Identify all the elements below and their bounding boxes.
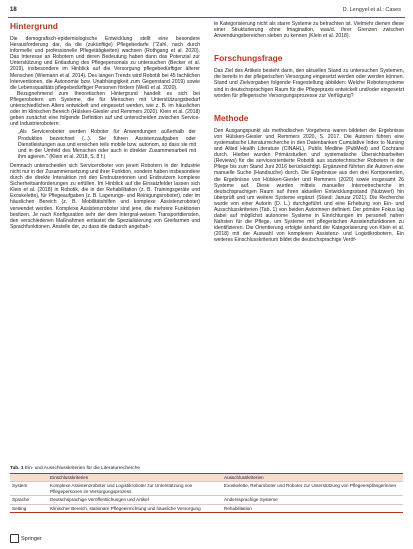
- table-caption: [10, 466, 403, 471]
- table-row: [10, 504, 403, 512]
- paragraph: Das Ziel des Artikels besteht darin, den aktuellen Stand zu untersuchen Systemen, die bereits in der pflegerischen Versorgung eingesetzt werden oder werden können. Stand und Zielvorgaben folgende Fragestellung abbilden: Welche Robotersysteme sind in deutschsprachigen Raum für die Pflegepraxis entwickelt und/oder eingesetzt worden für pflegerische Versorgungsprozesse zur Verfügung?: [214, 68, 404, 99]
- table-header-cell: Ausschlusskriterien: [224, 475, 264, 480]
- table-cell: Setting: [12, 505, 27, 511]
- paragraph: te Kategorisierung nicht als starre Systeme zu betrachten ist. Vielmehr dienen diese einer Strukturierung ohne Imagination, was/d. Ihrer Grenzen zwischen Anwendungsbereichen sieben zu kennen (Klein et al. 2018).: [214, 21, 404, 40]
- table-header-row: [10, 474, 403, 482]
- table-cell: Komplexe Assistenzroboter und Logistikroboter zur Unterstützung von Pflegepersonen im Versorgungsprozess: [50, 483, 193, 494]
- table-row: [10, 496, 403, 504]
- table-caption-label: Tab. 1: [10, 466, 24, 471]
- page-number: 18: [10, 7, 17, 13]
- section-heading-methode: Methode: [214, 112, 249, 123]
- running-head: D. Lengyel et al.: Cases: [342, 7, 401, 13]
- table-cell: Deutschsprachige Veröffentlichungen und Artikel: [50, 497, 149, 503]
- paragraph: Die demografisch-epidemiologische Entwicklung stellt eine besondere Herausforderung dar, da die (zukünftige) Pflegebedarfe ("Zahl, nach durch informelle und professionelle Pflegetätigkeiten) wachsen (Rothgang et al. 2020). Das Interesse an Robotern und deren Bedeutung haben dann das Potenzial zur Unterstützung und Entlastung des Pflegepersonals zu untersuchen (Becker et al. 2019), insbesondere im Hinblick auf die Versorgung pflegebedürftiger älterer Menschen (Wiemann et al. 2014). Des langen Trends wird Robotik bei 45 fachlichen Interventionen, die Autonomie bzw. Unabhängigkeit zum Gegenstand 2019) sowie die Lebensqualitäts pflegebedürftiger Personen fördern (Weiß et al. 2020).: [10, 36, 200, 91]
- paragraph: Demnach unterscheiden sich Serviceroboter von jenen Robotern in der Industrie nicht nur in der Zusammensetzung und ihrer Funktion, sondern haben insbesondere durch die direkte Interaktion mit den Endnutzerinnen und Endnutzern komplexe Sicherheitsanforderungen zu erfüllen. Im Hinblick auf die Einsatzfelder lassen sich Klein et al. (2018) in Robotik, die in der Rehabilitation (z. B. Trainingsgeräte und Exoskelette), für Pflegeaufgaben (z. B. Lagerungs- und Reinigungsroboter), oder im häuslichen Bereich (z. B. Mobilitätshilfen und komplexe Assistenzroboter) verwendet werden. Komplexe Assistenzroboter sind jene, die mehrere Funktionen besitzen. Je nach Konfiguration sehr der dem Intergral-weisen Transportdiensten, den verschiedenen Maßnahmen entlastet die Spezialisierung von Greifarmen und Sprachfunktionen. Anstelle der, zu dass die dadurch angebah-: [10, 162, 200, 230]
- table-cell: Exoskelette, Reharoboter und Roboter zur Unterstützung von Pflegeempfängerinnen: [224, 483, 397, 489]
- left-column: [10, 21, 200, 230]
- springer-horse-icon: [10, 534, 19, 543]
- table-cell: Sprache: [12, 497, 30, 503]
- table-cell: Rehabilitation: [224, 505, 252, 511]
- paragraph: Bezugnehmend zum theoretischen Hintergrund handelt es sich bei Pflegerobotern um Systeme, die für Menschen mit Unterstützungsbedarf unterschiedlichen Alters entwickelt und eingesetzt werden, wie z. B. im häuslichen oder im klinischen Bereich (Hülsken-Giesler und Remmers 2020). Klein et al. (2018) geben zunächst eine folgende Definition auf und unterscheiden zwischen Service- und Industrierobotern:: [10, 90, 200, 128]
- section-heading-forschungsfrage: Forschungsfrage: [214, 53, 283, 64]
- table-header-cell: Einschlusskriterien: [50, 475, 89, 480]
- top-rule: [8, 17, 405, 18]
- criteria-table-block: [10, 466, 403, 513]
- table-cell: System: [12, 483, 28, 489]
- block-quote: „Als Serviceroboter werden Roboter für Anwendungen außerhalb der Produktion bezeichnet (...). Sie führen Assistenzaufgaben oder Dienstleistungen aus und erreichen teils mobile bzw. autonom, so dass sie mit und in der Umfeld des Menschen oder auch in direkter Zusammenarbeit mit ihm agieren." (Klein et al. 2018, S. 8 f.): [18, 129, 196, 160]
- table-cell: Klinischer Bereich, stationäre Pflegeeinrichtung und häusliche Versorgung: [50, 505, 201, 511]
- criteria-table: [10, 473, 403, 513]
- table-row: [10, 482, 403, 496]
- table-header-cell: [10, 474, 48, 482]
- section-heading-hintergrund: Hintergrund: [10, 21, 58, 31]
- table-caption-text: Ein- und Ausschlusskriterien für die Literaturrecherche: [24, 466, 141, 471]
- paragraph: Den Ausgangspunkt als methodischen Vorgehens waren bildeten die Ergebnisse von Hülsken-Giesler und Remmers 2020, S. 2017. Die Autoren führen eine systematische Literaturrecherche in den Datenbanken Cumulative Index to Nursing and Allied Health Literature (CINAHL), Public Medline (PubMed) und Cochrane durch. Hierbei wurden Primärstudien und systematische Übersichtsarbeiten (Reviews) für die serviceorientierte Robotik aus soziotechnischer Robotern in der Pflege bis zum Stand Juni 2016 berücksichtigt. Ergänzend führten die Autoren eine manuelle Suche (Handsuche) durch. Die Ergebnisse aus den drei Komponenten, die Ergebnisse von Hülsken-Giesler und Remmers (2020) sowie insgesamt 26 Systeme auf. Diese wurden mittels manueller Internetrecherche im deutschsprachigen Raum auf ihren aktuellen Entwicklungsstand (Nutzwert) hin überprüft und um weitere Systeme ergänzt (Stand: Januar 2021). Die Recherche wurde von einer Autorin (D. L.) durchgeführt und eine Erhebung von Ein- und Ausschlusskriterien (Tab. 1) von beiden Autorinnen definiert. Der primäre Fokus lag dabei auf möglichst autonome Systeme in Einrichtungen im personell nahen Nahsten für die Pflege, um Systeme mit pflegerischen Assistenzfunktionen zu identifizieren. Die Orientierung erfolgte anhand der Kategorisierung von Klein et al. (2018) mit der Auswahl von komplexen Assistenz- und Logistikrobotern. Ein weiteres Einschlusskriterium bildet die deutschsprachige Veröf-: [214, 127, 404, 244]
- publisher-logo: [10, 534, 42, 543]
- publisher-name: Springer: [21, 535, 42, 542]
- right-column: [214, 21, 404, 244]
- table-cell: Anderssprachige Systeme: [224, 497, 278, 503]
